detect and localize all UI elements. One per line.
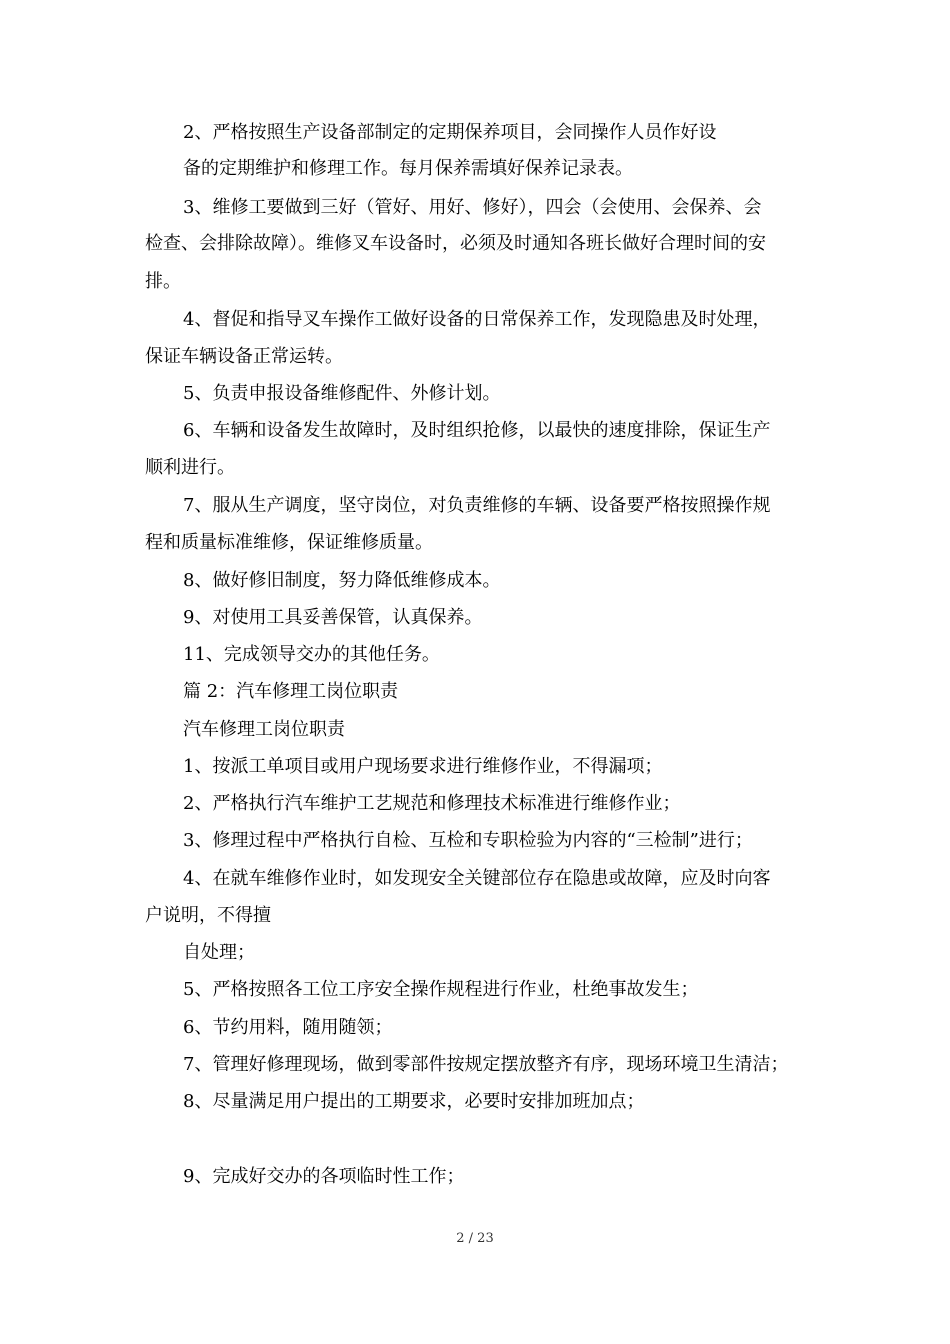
- text-line: 9、完成好交办的各项临时性工作；: [183, 1166, 465, 1187]
- text-line: 11、完成领导交办的其他任务。: [183, 644, 440, 665]
- text-line: 8、尽量满足用户提出的工期要求，必要时安排加班加点；: [183, 1091, 645, 1112]
- text-line: 程和质量标准维修，保证维修质量。: [145, 532, 433, 553]
- text-line: 保证车辆设备正常运转。: [145, 346, 343, 367]
- text-line: 4、在就车维修作业时，如发现安全关键部位存在隐患或故障，应及时向客: [183, 868, 771, 889]
- text-line: 3、修理过程中严格执行自检、互检和专职检验为内容的“三检制”进行；: [183, 830, 753, 851]
- text-line: 7、服从生产调度，坚守岗位，对负责维修的车辆、设备要严格按照操作规: [183, 495, 771, 516]
- text-line: 顺利进行。: [145, 457, 235, 478]
- text-line: 6、车辆和设备发生故障时，及时组织抢修，以最快的速度排除，保证生产: [183, 420, 771, 441]
- text-line: 3、维修工要做到三好（管好、用好、修好），四会（会使用、会保养、会: [183, 197, 762, 218]
- text-line: 排。: [145, 271, 181, 292]
- text-line: 5、严格按照各工位工序安全操作规程进行作业，杜绝事故发生；: [183, 979, 699, 1000]
- text-line: 2、严格按照生产设备部制定的定期保养项目，会同操作人员作好设: [183, 122, 717, 143]
- text-line: 2、严格执行汽车维护工艺规范和修理技术标准进行维修作业；: [183, 793, 681, 814]
- text-line: 7、管理好修理现场，做到零部件按规定摆放整齐有序，现场环境卫生清洁；: [183, 1054, 789, 1075]
- text-line: 9、对使用工具妥善保管，认真保养。: [183, 607, 483, 628]
- text-line: 检查、会排除故障）。维修叉车设备时，必须及时通知各班长做好合理时间的安: [145, 233, 766, 254]
- text-line: 户说明，不得擅: [145, 905, 271, 926]
- text-line: 6、节约用料，随用随领；: [183, 1017, 393, 1038]
- text-line: 自处理；: [183, 942, 255, 963]
- section-heading: 篇 2：汽车修理工岗位职责: [183, 681, 399, 702]
- text-line: 备的定期维护和修理工作。每月保养需填好保养记录表。: [183, 158, 633, 179]
- page-number: 2 / 23: [456, 1231, 494, 1246]
- section-title: 汽车修理工岗位职责: [183, 719, 345, 740]
- text-line: 4、督促和指导叉车操作工做好设备的日常保养工作，发现隐患及时处理，: [183, 309, 771, 330]
- text-line: 8、做好修旧制度，努力降低维修成本。: [183, 570, 501, 591]
- text-line: 1、按派工单项目或用户现场要求进行维修作业，不得漏项；: [183, 756, 663, 777]
- text-line: 5、负责申报设备维修配件、外修计划。: [183, 383, 501, 404]
